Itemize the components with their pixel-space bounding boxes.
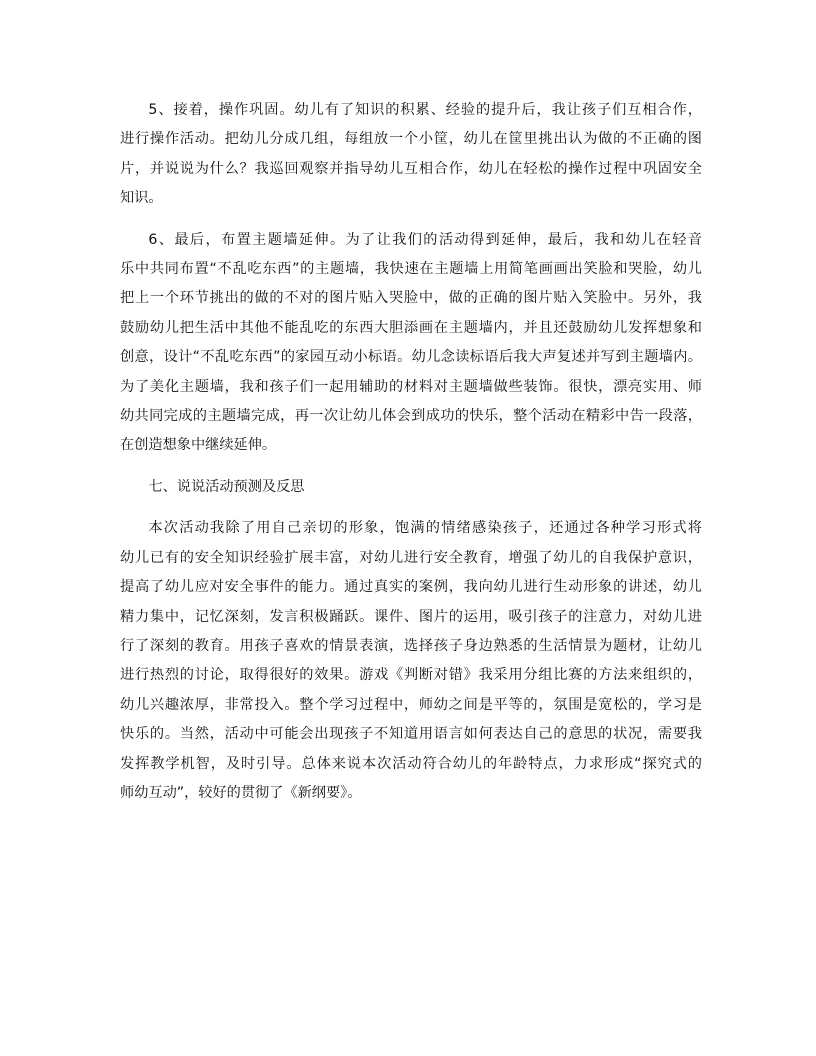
text-line: 5、接着，操作巩固。幼儿有了知识的积累、经验的提升后，我让孩子们互相合作， xyxy=(148,102,702,118)
text-line: 为了美化主题墙，我和孩子们一起用辅助的材料对主题墙做些装饰。很快，漂亮实用、师 xyxy=(120,378,702,395)
text-line: 行了深刻的教育。用孩子喜欢的情景表演，选择孩子身边熟悉的生活情景为题材，让幼儿 xyxy=(120,637,702,654)
document-body xyxy=(120,96,702,808)
text-line: 本次活动我除了用自己亲切的形象，饱满的情绪感染孩子，还通过各种学习形式将 xyxy=(148,520,702,537)
paragraph-step-6 xyxy=(120,226,702,461)
paragraph-step-5 xyxy=(120,96,702,214)
text-line: 乐中共同布置“不乱吃东西”的主题墙，我快速在主题墙上用简笔画画出笑脸和哭脸，幼儿 xyxy=(120,261,702,278)
section-heading: 七、说说活动预测及反思 xyxy=(148,478,305,495)
text-line: 精力集中，记忆深刻，发言积极踊跃。课件、图片的运用，吸引孩子的注意力，对幼儿进 xyxy=(120,608,702,625)
text-line: 6、最后，布置主题墙延伸。为了让我们的活动得到延伸，最后，我和幼儿在轻音 xyxy=(148,231,702,248)
text-line: 幼共同完成的主题墙完成，再一次让幼儿体会到成功的快乐，整个活动在精彩中告一段落， xyxy=(120,408,702,425)
text-line: 提高了幼儿应对安全事件的能力。通过真实的案例，我向幼儿进行生动形象的讲述，幼儿 xyxy=(120,579,702,596)
text-line: 进行操作活动。把幼儿分成几组，每组放一个小筐，幼儿在筐里挑出认为做的不正确的图 xyxy=(120,131,702,148)
text-line: 发挥教学机智，及时引导。总体来说本次活动符合幼儿的年龄特点，力求形成“探究式的 xyxy=(120,755,702,772)
text-line: 幼儿兴趣浓厚，非常投入。整个学习过程中，师幼之间是平等的，氛围是宽松的，学习是 xyxy=(120,696,702,713)
text-line: 进行热烈的讨论，取得很好的效果。游戏《判断对错》我采用分组比赛的方法来组织的， xyxy=(120,667,702,684)
paragraph-reflection xyxy=(120,514,702,808)
text-line: 幼儿已有的安全知识经验扩展丰富，对幼儿进行安全教育，增强了幼儿的自我保护意识， xyxy=(120,549,702,566)
text-line: 在创造想象中继续延伸。 xyxy=(120,437,277,454)
text-line: 鼓励幼儿把生活中其他不能乱吃的东西大胆添画在主题墙内，并且还鼓励幼儿发挥想象和 xyxy=(120,319,702,336)
text-line: 创意，设计“不乱吃东西”的家园互动小标语。幼儿念读标语后我大声复述并写到主题墙内。 xyxy=(120,349,702,366)
text-line: 片，并说说为什么？我巡回观察并指导幼儿互相合作，幼儿在轻松的操作过程中巩固安全 xyxy=(120,160,702,177)
text-line: 快乐的。当然，活动中可能会出现孩子不知道用语言如何表达自己的意思的状况，需要我 xyxy=(120,726,702,743)
text-line: 知识。 xyxy=(120,190,163,207)
text-line: 把上一个环节挑出的做的不对的图片贴入哭脸中，做的正确的图片贴入笑脸中。另外，我 xyxy=(120,290,702,307)
text-line: 师幼互动”，较好的贯彻了《新纲要》。 xyxy=(120,784,362,801)
